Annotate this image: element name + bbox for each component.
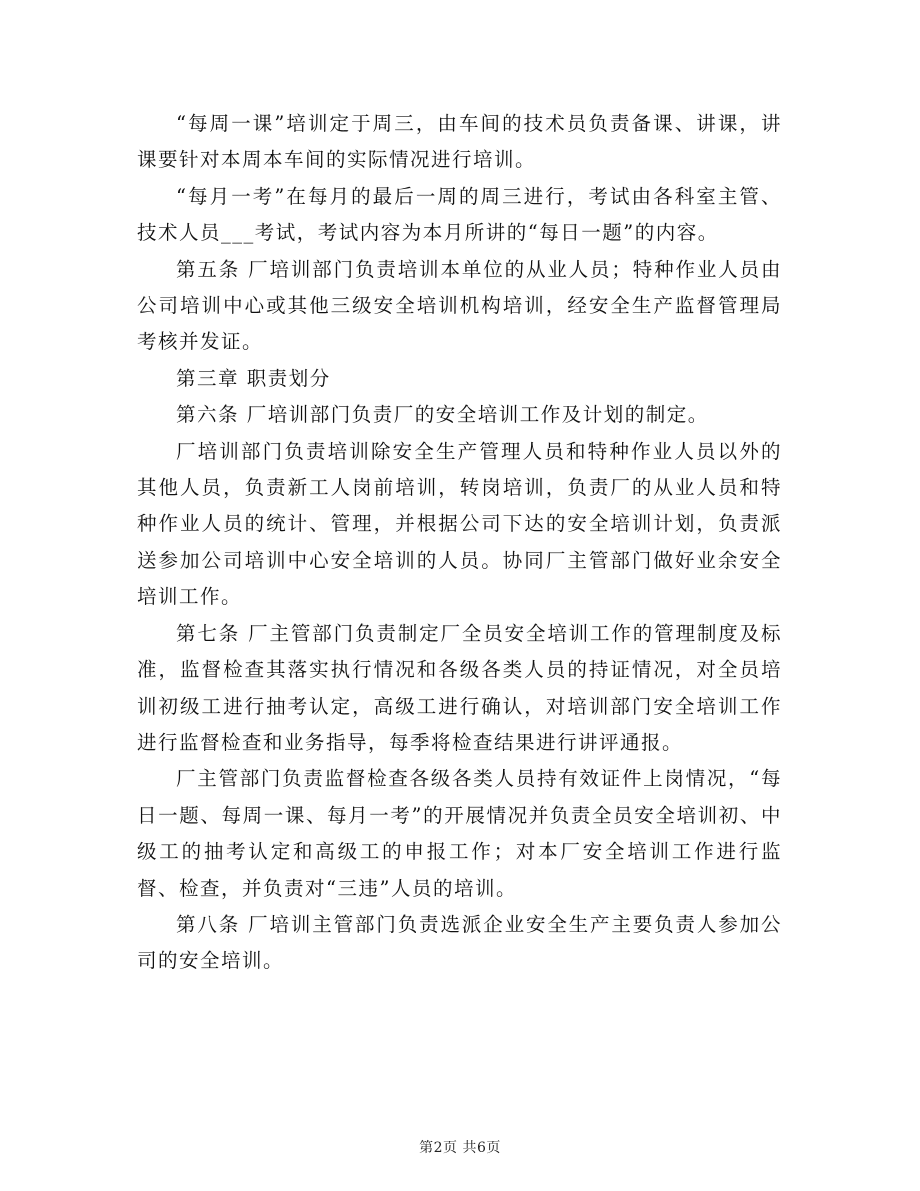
document-body (137, 106, 782, 980)
paragraph-monthly-exam: “每月一考”在每月的最后一周的周三进行，考试由各科室主管、技术人员___考试，考试内容为本月所讲的“每日一题”的内容。 (137, 184, 782, 245)
paragraph-training-dept-duties: 厂培训部门负责培训除安全生产管理人员和特种作业人员以外的其他人员，负责新工人岗前培训，转岗培训，负责厂的从业人员和特种作业人员的统计、管理，并根据公司下达的安全培训计划，负责派送参加公司培训中心安全培训的人员。协同厂主管部门做好业余安全培训工作。 (137, 439, 782, 609)
paragraph-supervisor-dept-duties: 厂主管部门负责监督检查各级各类人员持有效证件上岗情况，“每日一题、每周一课、每月一考”的开展情况并负责全员安全培训初、中级工的抽考认定和高级工的申报工作；对本厂安全培训工作进行监督、检查，并负责对“三违”人员的培训。 (137, 767, 782, 900)
paragraph-weekly-lesson: “每周一课”培训定于周三，由车间的技术员负责备课、讲课，讲课要针对本周本车间的实际情况进行培训。 (137, 112, 782, 172)
chapter-heading-3: 第三章 职责划分 (176, 366, 331, 390)
paragraph-article-5: 第五条 厂培训部门负责培训本单位的从业人员；特种作业人员由公司培训中心或其他三级安全培训机构培训，经安全生产监督管理局考核并发证。 (137, 257, 782, 354)
paragraph-article-7: 第七条 厂主管部门负责制定厂全员安全培训工作的管理制度及标准，监督检查其落实执行情况和各级各类人员的持证情况，对全员培训初级工进行抽考认定，高级工进行确认，对培训部门安全培训工作进行监督检查和业务指导，每季将检查结果进行讲评通报。 (137, 621, 782, 754)
paragraph-article-6: 第六条 厂培训部门负责厂的安全培训工作及计划的制定。 (176, 403, 709, 427)
paragraph-article-8: 第八条 厂培训主管部门负责选派企业安全生产主要负责人参加公司的安全培训。 (137, 912, 782, 973)
page-number-footer: 第2页 共6页 (419, 1140, 501, 1156)
